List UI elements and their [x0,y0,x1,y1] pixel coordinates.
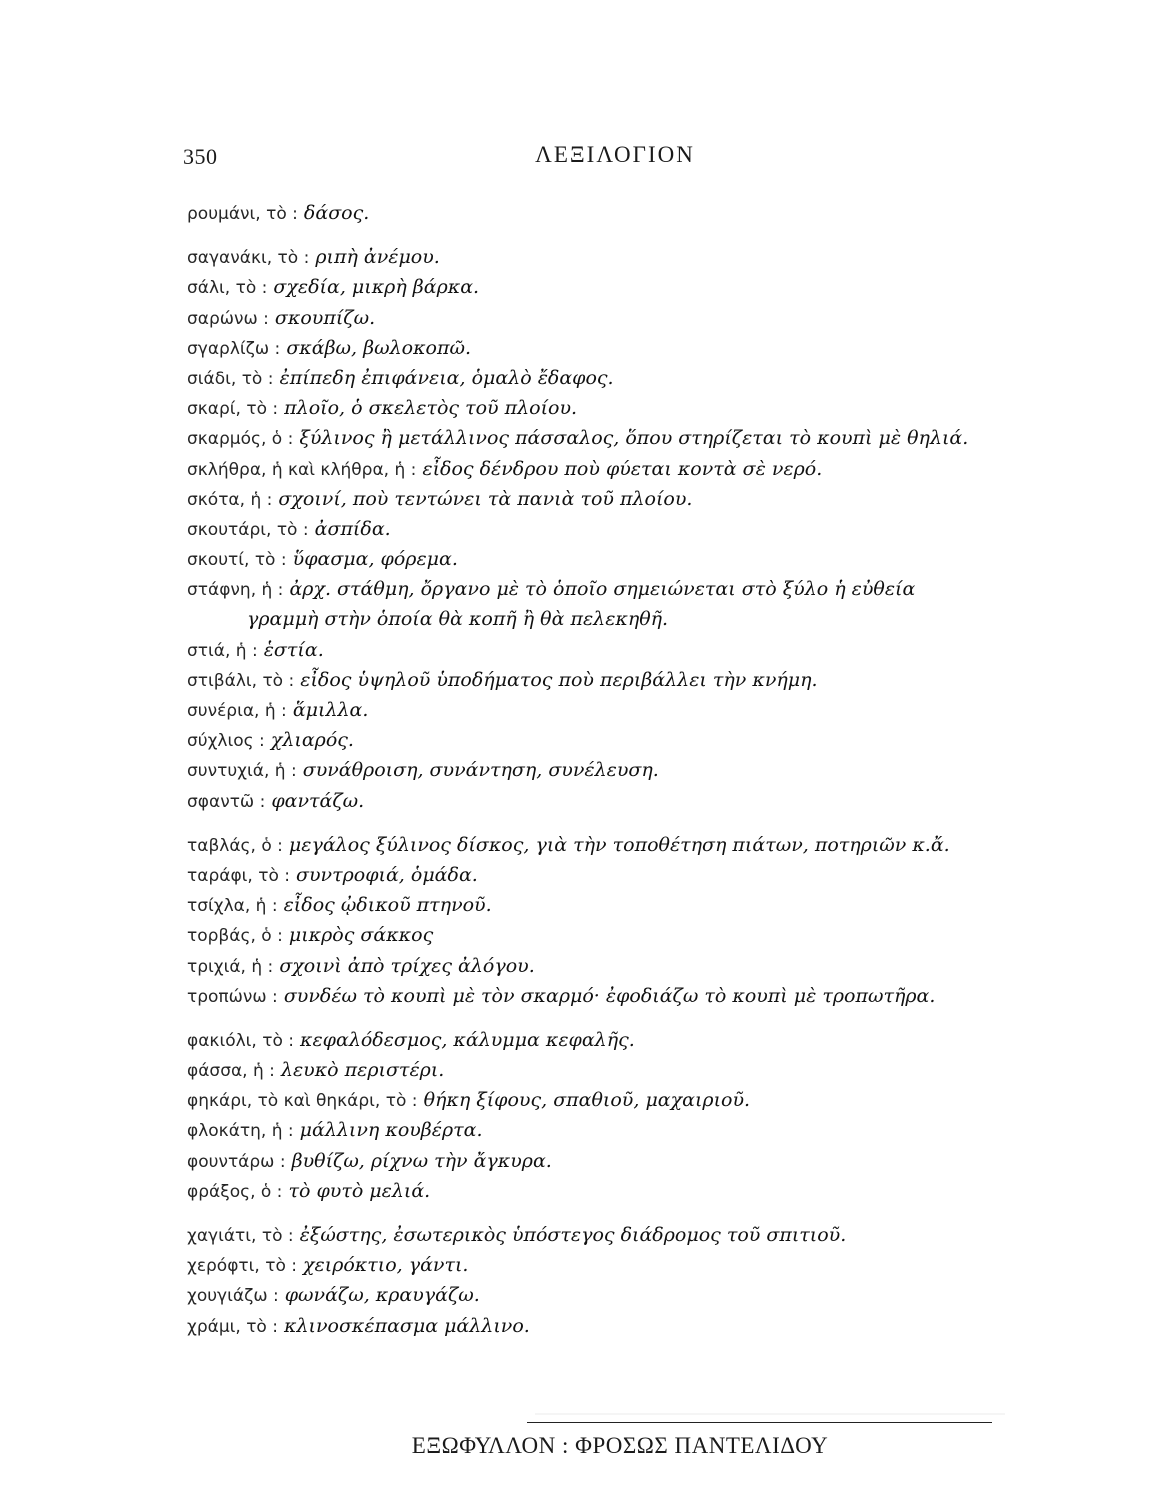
glossary-entry [187,303,1057,333]
glossary-entry [187,635,1057,665]
entry-definition: ξύλινος ἢ μετάλλινος πάσσαλος, ὅπου στηρίζεται τὸ κουπὶ μὲ θηλιά. [299,427,969,450]
entry-term: σαρώνω : [187,308,269,329]
entry-term: συνέρια, ἡ : [187,701,287,721]
glossary-entry [187,830,1057,860]
entry-term: σκλήθρα, ἡ καὶ κλήθρα, ἡ : [187,459,417,480]
glossary-entry [187,786,1057,816]
glossary-entry [187,333,1057,363]
entry-term: φουντάρω : [187,1151,286,1172]
entry-definition: χειρόκτιο, γάντι. [303,1254,469,1277]
glossary-entry [187,725,1057,755]
section-gap [187,1206,1057,1220]
entry-definition: ἐξώστης, ἐσωτερικὸς ὑπόστεγος διάδρομος τοῦ σπιτιοῦ. [299,1224,847,1246]
glossary-entry [187,665,1057,695]
entry-term: σκαρί, τὸ : [187,399,279,420]
entry-term: σιάδι, τὸ : [187,368,274,389]
entry-term: χράμι, τὸ : [187,1316,278,1337]
entry-definition: συντροφιά, ὁμάδα. [296,863,478,886]
entry-term: σκουτάρι, τὸ : [187,519,309,540]
glossary-entry [187,695,1057,725]
entry-definition: σχοινὶ ἀπὸ τρίχες ἀλόγου. [279,954,535,977]
glossary-entry [187,242,1057,272]
entry-term: στιά, ἡ : [187,640,258,661]
entry-term: σαγανάκι, τὸ : [187,248,310,269]
glossary-entry [187,272,1057,302]
entry-definition: εἶδος ὑψηλοῦ ὑποδήματος ποὺ περιβάλλει τὴν κνήμη. [300,668,818,691]
glossary-list [187,198,1057,1341]
entry-definition: σχοινί, ποὺ τεντώνει τὰ πανιὰ τοῦ πλοίου. [278,487,693,510]
entry-term: σκαρμός, ὁ : [187,429,294,450]
glossary-entry [187,951,1057,981]
glossary-entry [187,484,1057,514]
entry-definition: ριπὴ ἀνέμου. [315,246,440,269]
glossary-entry [187,1250,1057,1280]
entry-definition: σχεδία, μικρὴ βάρκα. [273,276,480,299]
entry-term: τσίχλα, ἡ : [187,896,278,917]
entry-definition: ὕφασμα, φόρεμα. [292,548,458,571]
entry-definition: συνδέω τὸ κουπὶ μὲ τὸν σκαρμό· ἐφοδιάζω τὸ κουπὶ μὲ τροπωτῆρα. [283,984,936,1007]
entry-definition: εἶδος δένδρου ποὺ φύεται κοντὰ σὲ νερό. [422,457,823,480]
entry-term: σάλι, τὸ : [187,278,268,299]
glossary-entry [187,920,1057,950]
entry-definition: εἶδος ᾠδικοῦ πτηνοῦ. [283,894,492,917]
glossary-entry [187,1280,1057,1310]
show-through-artifact [535,1395,1005,1415]
entry-term: στάφνη, ἡ : [187,580,284,601]
entry-term: σκουτί, τὸ : [187,550,287,571]
entry-term: σφαντῶ : [187,791,266,812]
section-gap [187,1011,1057,1025]
glossary-entry [187,1146,1057,1176]
glossary-entry [187,860,1057,890]
glossary-entry [187,1220,1057,1250]
entry-term: φλοκάτη, ἡ : [187,1121,294,1142]
entry-definition: κλινοσκέπασμα μάλλινο. [284,1314,530,1337]
glossary-entry [187,454,1057,484]
entry-term: ταράφι, τὸ : [187,865,290,886]
glossary-entry [187,1025,1057,1055]
glossary-entry [187,981,1057,1011]
entry-term: φηκάρι, τὸ καὶ θηκάρι, τὸ : [187,1091,418,1112]
entry-definition: μικρὸς σάκκος [288,924,434,947]
section-gap [187,816,1057,830]
glossary-entry [187,198,1057,228]
entry-term: σκότα, ἡ : [187,489,273,510]
entry-term: φράξος, ὁ : [187,1181,283,1202]
glossary-entry [187,393,1057,423]
entry-definition: βυθίζω, ρίχνω τὴν ἄγκυρα. [291,1149,552,1172]
glossary-entry [187,1176,1057,1206]
glossary-entry [187,514,1057,544]
glossary-entry [187,1055,1057,1085]
running-title: ΛΕΞΙΛΟΓΙΟΝ [535,142,695,167]
entry-definition: πλοῖο, ὁ σκελετὸς τοῦ πλοίου. [284,397,578,420]
entry-definition: τὸ φυτὸ μελιά. [288,1179,431,1202]
entry-definition: ἀσπίδα. [314,517,391,540]
entry-definition: χλιαρός. [270,729,354,752]
entry-term: τροπώνω : [187,986,278,1007]
entry-definition: κεφαλόδεσμος, κάλυμμα κεφαλῆς. [300,1028,635,1051]
section-gap [187,228,1057,242]
glossary-entry [187,423,1057,453]
entry-definition: δάσος. [303,202,370,224]
entry-definition: φαντάζω. [271,789,365,812]
glossary-entry [187,1311,1057,1341]
entry-definition: θήκη ξίφους, σπαθιοῦ, μαχαιριοῦ. [423,1089,751,1112]
entry-term: συντυχιά, ἡ : [187,761,297,782]
entry-definition: λευκὸ περιστέρι. [280,1059,445,1082]
entry-term: φάσσα, ἡ : [187,1061,275,1082]
glossary-entry [187,574,1057,604]
page-number: 350 [183,144,218,169]
entry-definition: σκουπίζω. [274,306,376,329]
entry-term: τριχιά, ἡ : [187,956,274,977]
entry-definition: ἀρχ. στάθμη, ὄργανο μὲ τὸ ὁποῖο σημειώνεται στὸ ξύλο ἡ εὐθεία [289,578,916,601]
glossary-entry [187,1115,1057,1145]
entry-definition: φωνάζω, κραυγάζω. [284,1284,480,1307]
footer-rule [527,1422,992,1423]
entry-term: στιβάλι, τὸ : [187,670,295,691]
entry-definition: ἐπίπεδη ἐπιφάνεια, ὁμαλὸ ἔδαφος. [279,366,614,389]
entry-term: ταβλάς, ὁ : [187,835,283,856]
entry-definition: ἑστία. [263,638,324,661]
entry-definition: συνάθροιση, συνάντηση, συνέλευση. [302,759,659,782]
entry-term: σγαρλίζω : [187,338,281,359]
glossary-entry [187,890,1057,920]
glossary-entry [187,755,1057,785]
glossary-entry-continuation [187,604,1057,634]
cover-credit: ΕΞΩΦΥΛΛΟΝ : ΦΡΟΣΩΣ ΠΑΝΤΕΛΙΔΟΥ [411,1433,829,1458]
glossary-entry [187,1085,1057,1115]
entry-definition: μάλλινη κουβέρτα. [299,1119,483,1142]
entry-term: χερόφτι, τὸ : [187,1256,297,1277]
entry-definition: ἅμιλλα. [292,699,369,721]
entry-term: φακιόλι, τὸ : [187,1030,294,1051]
entry-term: χουγιάζω : [187,1286,279,1307]
glossary-entry [187,363,1057,393]
entry-term: σύχλιος : [187,731,265,752]
entry-term: χαγιάτι, τὸ : [187,1226,294,1246]
entry-definition: γραμμὴ στὴν ὁποία θὰ κοπῆ ἢ θὰ πελεκηθῆ. [247,608,669,631]
entry-definition: μεγάλος ξύλινος δίσκος, γιὰ τὴν τοποθέτηση πιάτων, ποτηριῶν κ.ἄ. [288,833,950,856]
entry-definition: σκάβω, βωλοκοπῶ. [286,336,472,359]
glossary-entry [187,544,1057,574]
entry-term: ρουμάνι, τὸ : [187,204,298,224]
entry-term: τορβάς, ὁ : [187,926,283,947]
page-header [0,140,1156,176]
